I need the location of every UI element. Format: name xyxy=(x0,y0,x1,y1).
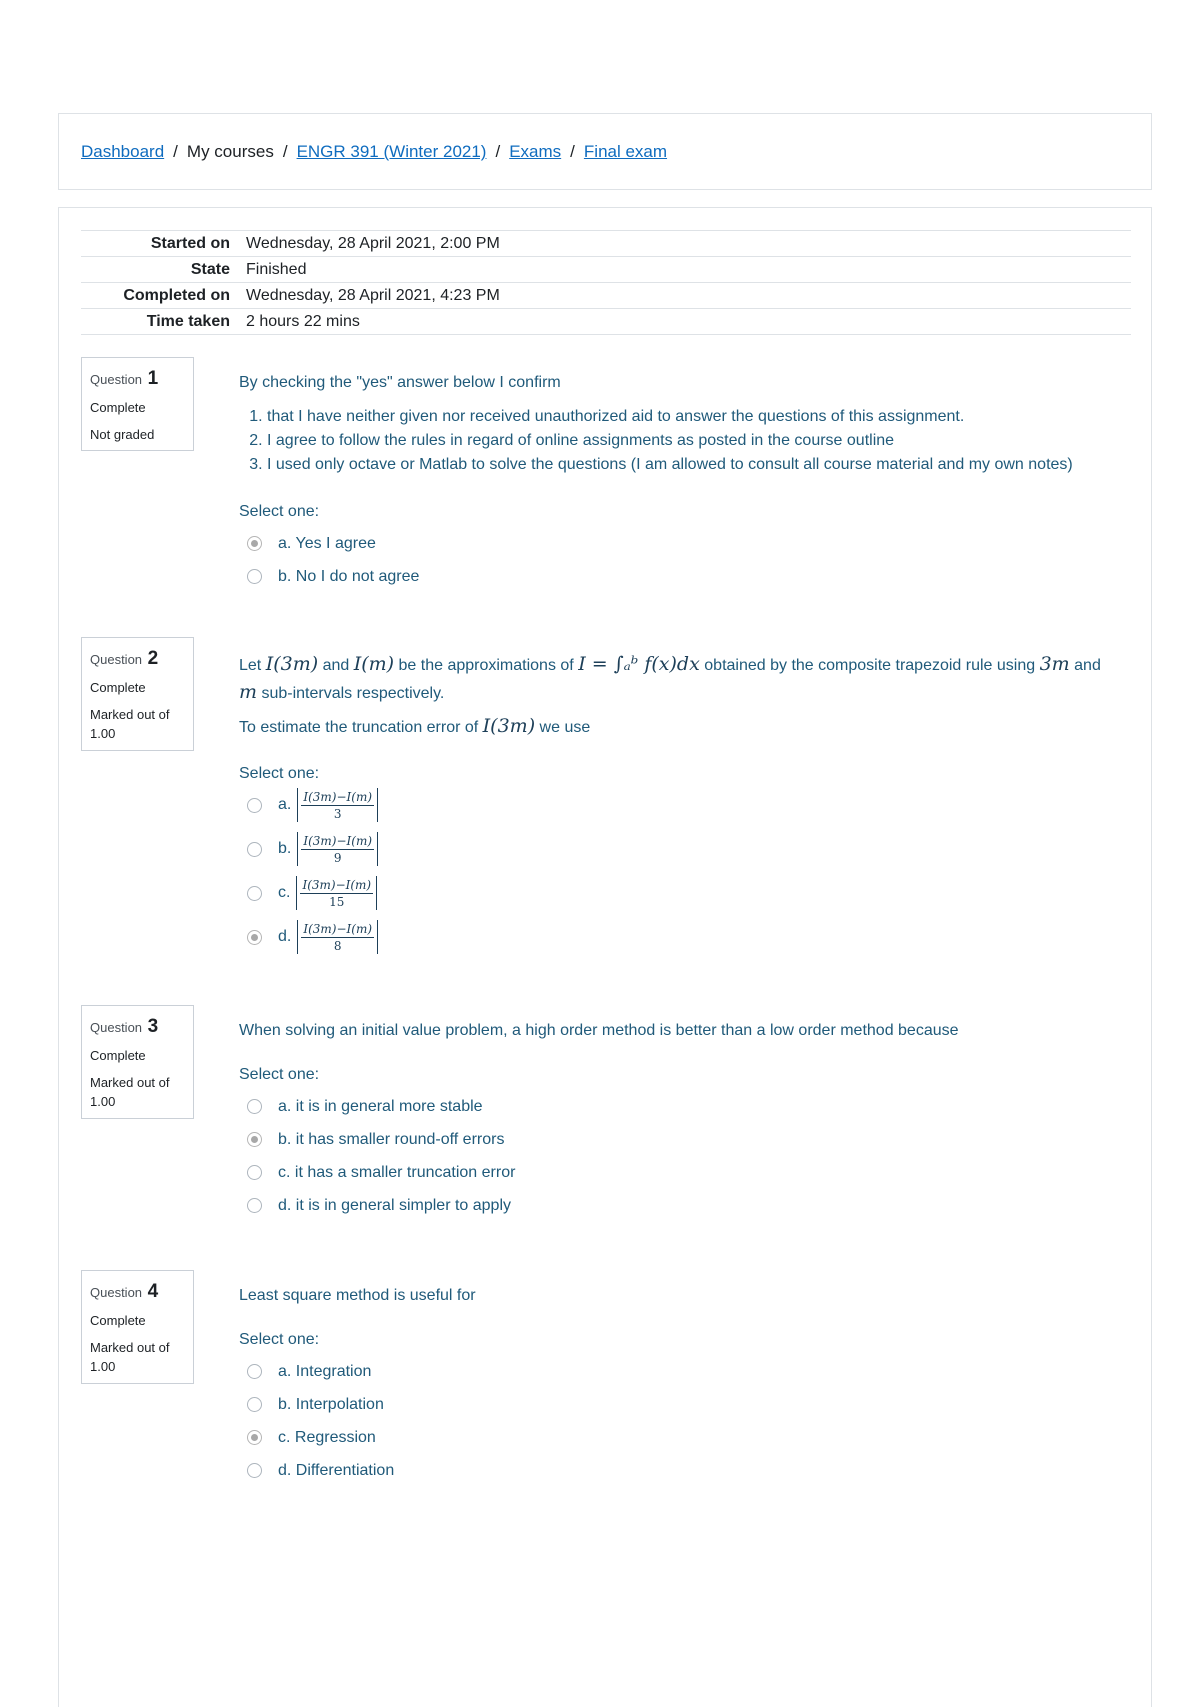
question-2-info xyxy=(81,637,194,751)
option-label: a. it is in general more stable xyxy=(278,1097,483,1115)
summary-row-completed xyxy=(81,283,1131,309)
numerator: I(3m)−I(m) xyxy=(303,921,372,936)
question-1-content xyxy=(239,371,1129,593)
denominator: 9 xyxy=(333,850,342,865)
option-letter: a. xyxy=(278,796,292,813)
summary-label: Started on xyxy=(150,234,230,252)
question-state: Complete xyxy=(90,1048,146,1063)
denominator: 8 xyxy=(333,938,342,953)
question-3-info xyxy=(81,1005,194,1119)
question-4-content xyxy=(239,1284,1129,1487)
option-label: d. it is in general simpler to apply xyxy=(278,1196,511,1214)
abs-bar-right xyxy=(377,788,378,822)
answer-option[interactable] xyxy=(239,1388,1129,1421)
denominator: 15 xyxy=(329,894,345,909)
option-letter: c. xyxy=(278,884,291,901)
radio-unchecked-icon[interactable] xyxy=(247,1397,262,1412)
question-grade: Not graded xyxy=(90,427,155,442)
option-label: d. Differentiation xyxy=(278,1461,395,1479)
option-label: b. Interpolation xyxy=(278,1395,384,1413)
question-state: Complete xyxy=(90,680,146,695)
breadcrumb-separator: / xyxy=(570,142,575,161)
breadcrumb-container xyxy=(58,113,1152,190)
summary-value: 2 hours 22 mins xyxy=(246,312,360,330)
question-text: When solving an initial value problem, a high order method is better than a low order method because xyxy=(239,1022,959,1039)
option-letter: d. xyxy=(278,928,292,945)
breadcrumb-separator: / xyxy=(173,142,178,161)
answer-option[interactable] xyxy=(239,871,1129,915)
summary-row-time-taken xyxy=(81,309,1131,335)
math-expression: I(m) xyxy=(353,653,395,675)
option-label: b. No I do not agree xyxy=(278,567,420,585)
select-one-label: Select one: xyxy=(239,765,320,782)
radio-unchecked-icon[interactable] xyxy=(247,569,262,584)
radio-unchecked-icon[interactable] xyxy=(247,1165,262,1180)
answer-option[interactable] xyxy=(239,1156,1129,1189)
question-number: Question 1 xyxy=(90,368,159,389)
question-grade: Marked out of 1.00 xyxy=(90,707,170,741)
breadcrumb-dashboard-link[interactable]: Dashboard xyxy=(81,142,165,161)
abs-bar-right xyxy=(377,920,378,954)
summary-label: Time taken xyxy=(146,312,230,330)
question-number: Question 2 xyxy=(90,648,159,669)
fraction-expression xyxy=(296,876,377,910)
summary-row-started xyxy=(81,231,1131,257)
abs-bar-right xyxy=(377,832,378,866)
option-label: c. Regression xyxy=(278,1428,376,1446)
question-2-content xyxy=(239,651,1129,959)
radio-unchecked-icon[interactable] xyxy=(247,1099,262,1114)
denominator: 3 xyxy=(333,806,342,821)
question-number: Question 4 xyxy=(90,1281,159,1302)
question-text: Let I(3m) and I(m) be the approximations of I = ∫ₐᵇ f(x)dx obtained by the composite trapezoid rule using 3m and m sub-intervals respectively. xyxy=(239,653,1101,703)
breadcrumb-separator: / xyxy=(495,142,501,161)
attempt-summary-table xyxy=(81,230,1131,335)
option-label: c. it has a smaller truncation error xyxy=(278,1163,516,1181)
breadcrumb-exams-link[interactable]: Exams xyxy=(509,142,562,161)
question-3-content xyxy=(239,1019,1129,1222)
option-label: a. Integration xyxy=(278,1362,372,1380)
summary-label: Completed on xyxy=(123,286,230,304)
question-state: Complete xyxy=(90,400,146,415)
question-state: Complete xyxy=(90,1313,146,1328)
radio-unchecked-icon[interactable] xyxy=(247,886,262,901)
confirmation-list xyxy=(239,405,1129,477)
radio-checked-icon[interactable] xyxy=(247,536,262,551)
fraction-expression xyxy=(297,920,378,954)
math-expression: I(3m) xyxy=(265,653,319,675)
summary-value: Wednesday, 28 April 2021, 2:00 PM xyxy=(246,234,500,252)
list-item: 2. I agree to follow the rules in regard of online assignments as posted in the course outline xyxy=(267,429,1129,453)
answer-option[interactable] xyxy=(239,915,1129,959)
numerator: I(3m)−I(m) xyxy=(303,833,372,848)
list-item: 1. that I have neither given nor received unauthorized aid to answer the questions of this assignment. xyxy=(267,405,1129,429)
numerator: I(3m)−I(m) xyxy=(303,789,372,804)
abs-bar-left xyxy=(297,788,298,822)
select-one-label: Select one: xyxy=(239,1066,320,1083)
radio-unchecked-icon[interactable] xyxy=(247,1198,262,1213)
radio-unchecked-icon[interactable] xyxy=(247,798,262,813)
radio-checked-icon[interactable] xyxy=(247,1430,262,1445)
option-label: b. it has smaller round-off errors xyxy=(278,1130,505,1148)
abs-bar-left xyxy=(296,876,297,910)
math-expression: I = ∫ₐᵇ f(x)dx xyxy=(578,653,700,675)
numerator: I(3m)−I(m) xyxy=(302,877,372,892)
select-one-label: Select one: xyxy=(239,503,320,520)
math-expression: 3m xyxy=(1039,653,1070,675)
breadcrumb-separator: / xyxy=(282,142,288,161)
abs-bar-left xyxy=(297,832,298,866)
answer-option[interactable] xyxy=(239,1123,1129,1156)
abs-bar-left xyxy=(297,920,298,954)
fraction-expression xyxy=(297,832,378,866)
question-grade: Marked out of 1.00 xyxy=(90,1075,170,1109)
summary-value: Wednesday, 28 April 2021, 4:23 PM xyxy=(246,286,500,304)
abs-bar-right xyxy=(376,876,377,910)
breadcrumb-course-link[interactable]: ENGR 391 (Winter 2021) xyxy=(296,142,487,161)
answer-option[interactable] xyxy=(239,783,1129,827)
option-label: a. Yes I agree xyxy=(278,534,376,552)
radio-unchecked-icon[interactable] xyxy=(247,842,262,857)
summary-row-state xyxy=(81,257,1131,283)
math-expression: m xyxy=(239,681,258,703)
answer-option[interactable] xyxy=(239,1421,1129,1454)
answer-option[interactable] xyxy=(239,1090,1129,1123)
answer-option[interactable] xyxy=(239,1355,1129,1388)
summary-label: State xyxy=(190,260,230,278)
question-text: By checking the "yes" answer below I confirm xyxy=(239,374,561,391)
answer-option[interactable] xyxy=(239,560,1129,593)
radio-unchecked-icon[interactable] xyxy=(247,1463,262,1478)
option-letter: b. xyxy=(278,840,292,857)
breadcrumb xyxy=(81,142,667,162)
select-one-label: Select one: xyxy=(239,1331,320,1348)
answer-option[interactable] xyxy=(239,1454,1129,1487)
list-item: 3. I used only octave or Matlab to solve the questions (I am allowed to consult all course material and my own notes) xyxy=(267,453,1129,477)
radio-checked-icon[interactable] xyxy=(247,1132,262,1147)
radio-unchecked-icon[interactable] xyxy=(247,1364,262,1379)
question-text-followup: To estimate the truncation error of I(3m) we use xyxy=(239,715,591,737)
answer-option[interactable] xyxy=(239,527,1129,560)
radio-checked-icon[interactable] xyxy=(247,930,262,945)
question-4-info xyxy=(81,1270,194,1384)
breadcrumb-my-courses: My courses xyxy=(186,142,274,161)
breadcrumb-final-exam-link[interactable]: Final exam xyxy=(583,142,668,161)
quiz-review-region xyxy=(58,207,1152,1707)
answer-option[interactable] xyxy=(239,1189,1129,1222)
question-number: Question 3 xyxy=(90,1016,159,1037)
answer-option[interactable] xyxy=(239,827,1129,871)
math-expression: I(3m) xyxy=(482,715,536,737)
fraction-expression xyxy=(297,788,378,822)
summary-value: Finished xyxy=(246,260,307,278)
question-grade: Marked out of 1.00 xyxy=(90,1340,170,1374)
question-1-info xyxy=(81,357,194,451)
question-text: Least square method is useful for xyxy=(239,1287,476,1304)
